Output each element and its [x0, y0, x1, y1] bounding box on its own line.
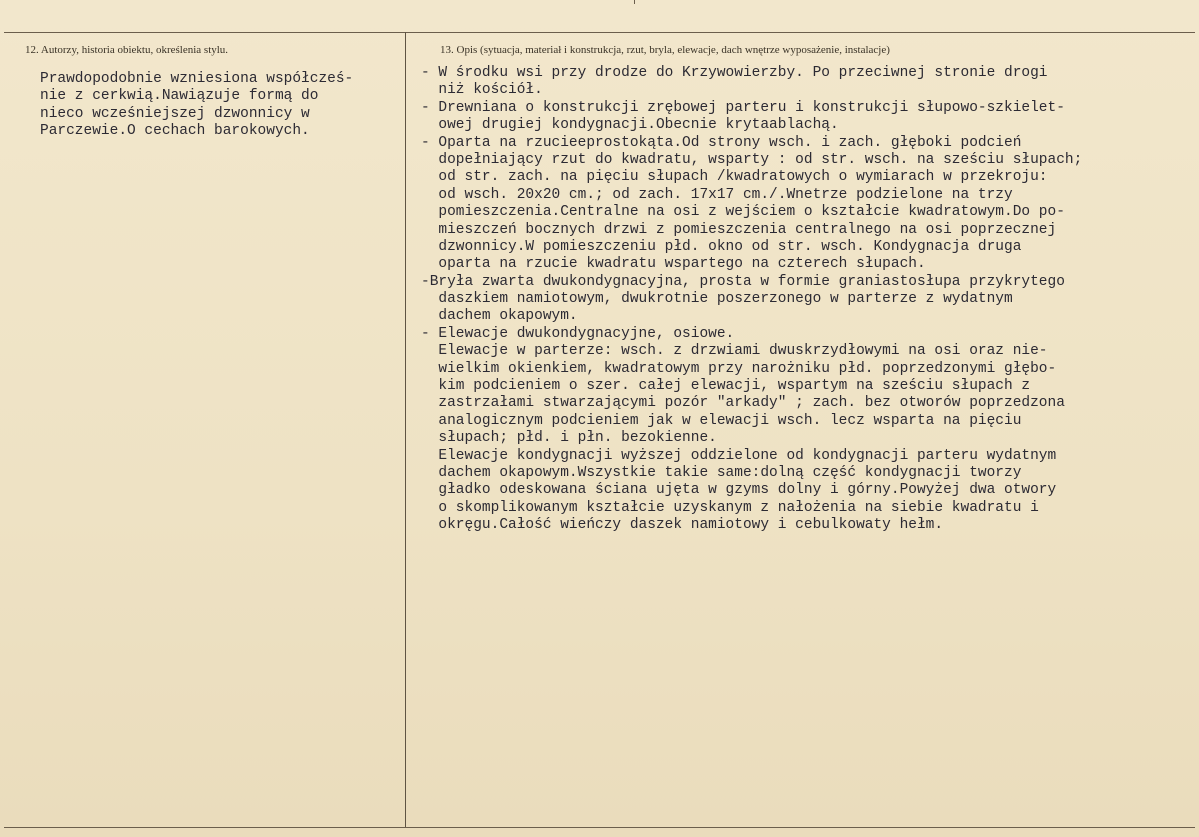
typed-line: od str. zach. na pięciu słupach /kwadratowych o wymiarach w przekroju: [421, 169, 1048, 186]
typed-line: oparta na rzucie kwadratu wspartego na czterech słupach. [421, 256, 926, 273]
typed-line: daszkiem namiotowym, dwukrotnie poszerzonego w parterze z wydatnym [421, 291, 1013, 308]
typed-line: zastrzałami stwarzającymi pozór "arkady" ; zach. bez otworów poprzedzona [421, 395, 1065, 412]
typed-line: nieco wcześniejszej dzwonnicy w [40, 105, 310, 122]
typed-line: dopełniający rzut do kwadratu, wsparty : od str. wsch. na sześciu słupach; [421, 151, 1083, 168]
typed-line: owej drugiej kondygnacji.Obecnie krytaablachą. [421, 117, 839, 134]
description-text [421, 65, 1082, 535]
typed-line: o skomplikowanym kształcie uzyskanym z nałożenia na siebie kwadratu i [421, 499, 1039, 516]
typed-line: okręgu.Całość wieńczy daszek namiotowy i cebulkowaty hełm. [421, 517, 944, 534]
section-13-header: 13. Opis (sytuacja, materiał i konstrukcja, rzut, bryla, elewacje, dach wnętrze wyposażenie, instalacje) [440, 44, 890, 56]
typed-line: - Elewacje dwukondygnacyjne, osiowe. [421, 325, 735, 342]
typed-line: mieszczeń bocznych drzwi z pomieszczenia centralnego na osi poprzecznej [421, 221, 1057, 238]
typed-line: nie z cerkwią.Nawiązuje formą do [40, 88, 319, 105]
typed-line: Elewacje w parterze: wsch. z drzwiami dwuskrzydłowymi na osi oraz nie- [421, 343, 1048, 360]
typed-line: - Drewniana o konstrukcji zrębowej parteru i konstrukcji słupowo-szkielet- [421, 99, 1065, 116]
section-12-header: 12. Autorzy, historia obiektu, określenia stylu. [25, 44, 229, 56]
typed-line: analogicznym podcieniem jak w elewacji wsch. lecz wsparta na pięciu [421, 412, 1022, 429]
typed-line: niż kościół. [421, 82, 543, 99]
typed-line: Elewacje kondygnacji wyższej oddzielone od kondygnacji parteru wydatnym [421, 447, 1057, 464]
typed-line: kim podcieniem o szer. całej elewacji, wspartym na sześciu słupach z [421, 378, 1031, 395]
frame-bottom-rule [4, 827, 1195, 828]
typed-line: Parczewie.O cechach barokowych. [40, 123, 310, 140]
typed-line: dachem okapowym. [421, 308, 578, 325]
typed-line: wielkim okienkiem, kwadratowym przy narożniku płd. poprzedzonymi głębo- [421, 360, 1057, 377]
typed-line: od wsch. 20x20 cm.; od zach. 17x17 cm./.Wnetrze podzielone na trzy [421, 186, 1013, 203]
top-tick-mark [634, 0, 635, 4]
typed-line: - W środku wsi przy drodze do Krzywowierzby. Po przeciwnej stronie drogi [421, 65, 1048, 81]
frame-top-rule [4, 32, 1195, 33]
column-divider [405, 32, 406, 828]
typed-line: - Oparta na rzucieeprostokąta.Od strony wsch. i zach. głęboki podcień [421, 134, 1022, 151]
typed-line: pomieszczenia.Centralne na osi z wejściem o kształcie kwadratowym.Do po- [421, 204, 1065, 221]
typed-line: dachem okapowym.Wszystkie takie same:dolną część kondygnacji tworzy [421, 464, 1022, 481]
typed-line: słupach; płd. i płn. bezokienne. [421, 430, 717, 447]
typed-line: gładko odeskowana ściana ujęta w gzyms dolny i górny.Powyżej dwa otwory [421, 482, 1057, 499]
typed-line: -Bryła zwarta dwukondygnacyjna, prosta w formie graniastosłupa przykrytego [421, 273, 1065, 290]
typed-line: dzwonnicy.W pomieszczeniu płd. okno od str. wsch. Kondygnacja druga [421, 238, 1022, 255]
authors-history-text [40, 71, 353, 141]
typed-line: Prawdopodobnie wzniesiona współcześ- [40, 71, 354, 87]
